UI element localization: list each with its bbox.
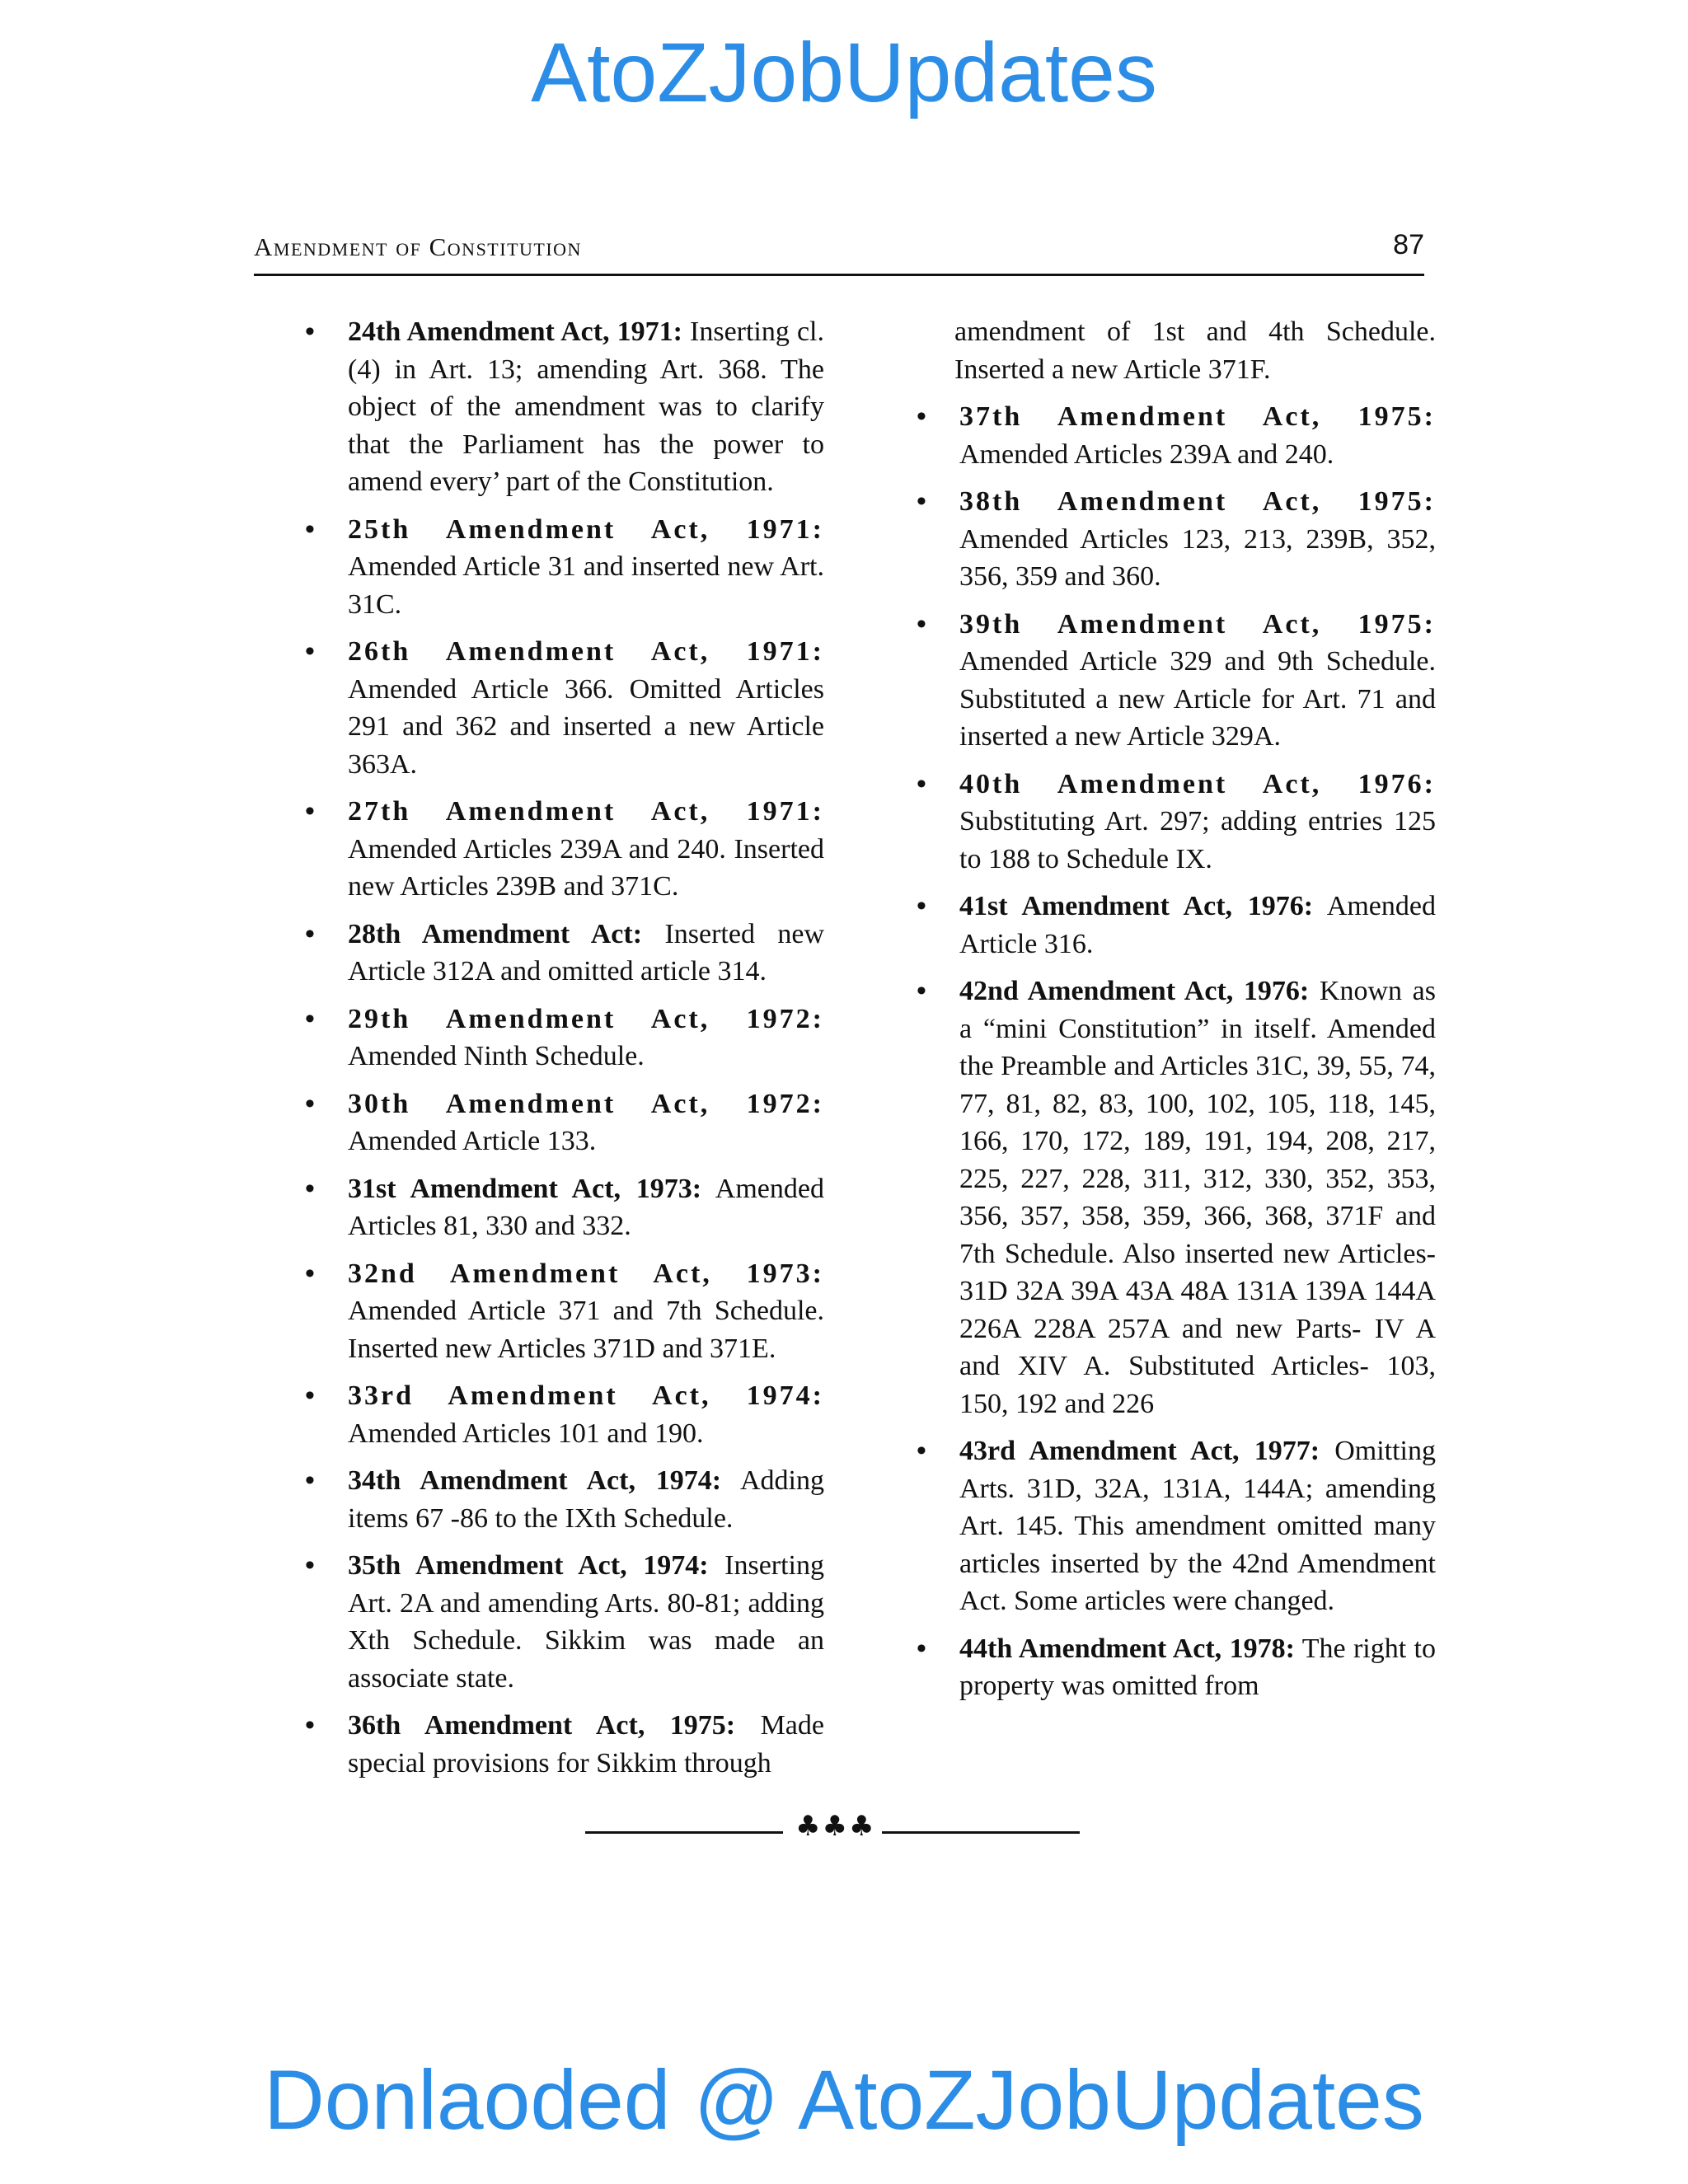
left-column [305,313,824,1792]
entry-heading: 44th Amendment Act, 1978: [959,1633,1295,1664]
bullet-icon: • [305,1003,315,1034]
bullet-icon: • [917,401,926,432]
list-item [305,313,824,501]
list-item [917,888,1436,963]
bullet-icon: • [305,1380,315,1411]
entry-heading: 30th Amendment Act, 1972: [348,1088,824,1119]
entry-text: Amended Article 366. Omitted Articles 291 and 362 and inserted a new Article 363A. [348,673,824,780]
entry-heading: 25th Amendment Act, 1971: [348,513,824,545]
entry-heading: 35th Amendment Act, 1974: [348,1550,709,1581]
list-item [305,1255,824,1368]
bullet-icon: • [917,1633,926,1664]
section-end-ornament [585,1810,1080,1846]
list-item [305,1377,824,1452]
bullet-icon: • [305,636,315,667]
page-number: 87 [1393,229,1424,260]
entry-heading: 37th Amendment Act, 1975: [959,401,1436,432]
ornament-rule-right [882,1831,1080,1834]
bullet-icon: • [305,1258,315,1289]
bullet-icon: • [305,316,315,347]
list-item [305,793,824,906]
ornament-rule-left [585,1831,783,1834]
bullet-icon: • [917,486,926,517]
entry-text: Amended Articles 123, 213, 239B, 352, 356, 359 and 360. [959,523,1436,592]
list-item [305,1170,824,1245]
bullet-icon: • [305,1710,315,1741]
list-item [305,1707,824,1782]
list-item [917,1432,1436,1620]
list-item [917,1630,1436,1705]
entry-heading: 39th Amendment Act, 1975: [959,608,1436,640]
bullet-icon: • [305,1465,315,1496]
entry-heading: 28th Amendment Act: [348,918,643,949]
entry-text: Amended Article 329 and 9th Schedule. Substituted a new Article for Art. 71 and inserted a new Article 329A. [959,646,1436,752]
entry-text: Inserting Art. 2A and amending Arts. 80-81; adding Xth Schedule. Sikkim was made an associate state. [348,1550,824,1694]
entry-text: Amended Articles 239A and 240. [959,438,1334,470]
entry-text: Amended Articles 239A and 240. Inserted new Articles 239B and 371C. [348,833,824,902]
entry-text: Amended Articles 81, 330 and 332. [348,1173,824,1241]
entry-heading: 42nd Amendment Act, 1976: [959,976,1310,1006]
entry-heading: 33rd Amendment Act, 1974: [348,1380,824,1411]
list-item [305,916,824,991]
entry-text: Inserting cl. (4) in Art. 13; amending Art. 368. The object of the amendment was to clarify that the Parliament has the power to amend every’ part of the Constitution. [348,316,824,497]
entry-text: Known as a “mini Constitution” in itself. Amended the Preamble and Articles 31C, 39, 55, 74, 77, 81, 82, 83, 100, 102, 105, 118, 145, 166, 170, 172, 189, 191, 194, 208, 217, 225, 227, 228, 311, 312, 330, 352, 353, 356, 357, 358, 359, 366, 368, 371F and 7th Schedule. Also inserted new Articles- 31D 32A 39A 43A 48A 131A 139A 144A 226A 228A 257A and new Parts- IV A and XIV A. Substituted Articles- 103, 150, 192 and 226 [959,976,1436,1419]
entry-text: Amended Article 371 and 7th Schedule. Inserted new Articles 371D and 371E. [348,1296,824,1364]
bullet-icon: • [305,1173,315,1204]
list-item [917,606,1436,756]
list-item [917,398,1436,473]
entry-heading: 32nd Amendment Act, 1973: [348,1258,824,1289]
entry-text: Made special provisions for Sikkim through [348,1710,824,1779]
bullet-icon: • [305,1088,315,1119]
entry-text: Substituting Art. 297; adding entries 125 to 188 to Schedule IX. [959,806,1436,874]
entry-text: Amended Article 133. [348,1126,597,1156]
running-header [254,229,1424,276]
watermark-top: AtoZJobUpdates [531,26,1157,120]
entry-heading: 27th Amendment Act, 1971: [348,796,824,827]
entry-text: Amended Article 316. [959,891,1436,959]
list-item [305,1462,824,1537]
list-item [305,511,824,624]
bullet-icon: • [305,796,315,827]
entry-heading: 26th Amendment Act, 1971: [348,636,824,667]
bullet-icon: • [917,1436,926,1466]
continued-text: amendment of 1st and 4th Schedule. Inserted a new Article 371F. [954,316,1436,385]
entry-text: Amended Articles 101 and 190. [348,1418,704,1449]
entry-heading: 29th Amendment Act, 1972: [348,1003,824,1034]
list-item [305,633,824,783]
entry-text: Amended Ninth Schedule. [348,1041,645,1071]
bullet-icon: • [917,976,926,1006]
entry-heading: 24th Amendment Act, 1971: [348,316,682,347]
bullet-icon: • [305,1550,315,1581]
entry-heading: 38th Amendment Act, 1975: [959,486,1436,517]
entry-heading: 31st Amendment Act, 1973: [348,1173,702,1204]
watermark-bottom: Donlaoded @ AtoZJobUpdates [264,2053,1424,2147]
entry-heading: 40th Amendment Act, 1976: [959,768,1436,799]
running-title: Amendment of Constitution [254,232,582,261]
list-item [917,766,1436,879]
entry-text: Adding items 67 -86 to the IXth Schedule. [348,1465,824,1534]
bullet-icon: • [305,918,315,949]
list-item [917,972,1436,1422]
entry-text: Amended Article 31 and inserted new Art. 31C. [348,551,824,620]
entry-heading: 41st Amendment Act, 1976: [959,891,1314,921]
bullet-icon: • [305,513,315,545]
list-item [917,483,1436,596]
entry-heading: 43rd Amendment Act, 1977: [959,1436,1320,1466]
entry-text: Inserted new Article 312A and omitted article 314. [348,918,824,987]
bullet-icon: • [917,608,926,640]
entry-heading: 34th Amendment Act, 1974: [348,1465,722,1496]
entry-heading: 36th Amendment Act, 1975: [348,1710,736,1741]
club-suit-icon: ♣♣♣ [795,1810,876,1843]
list-item [305,1547,824,1697]
bullet-icon: • [917,768,926,799]
bullet-icon: • [917,891,926,921]
list-item [305,1085,824,1160]
right-column [917,313,1436,1715]
entry-text: Omitting Arts. 31D, 32A, 131A, 144A; amending Art. 145. This amendment omitted many articles inserted by the 42nd Amendment Act. Some articles were changed. [959,1436,1436,1616]
entry-text: The right to property was omitted from [959,1633,1437,1701]
list-item [305,1001,824,1076]
